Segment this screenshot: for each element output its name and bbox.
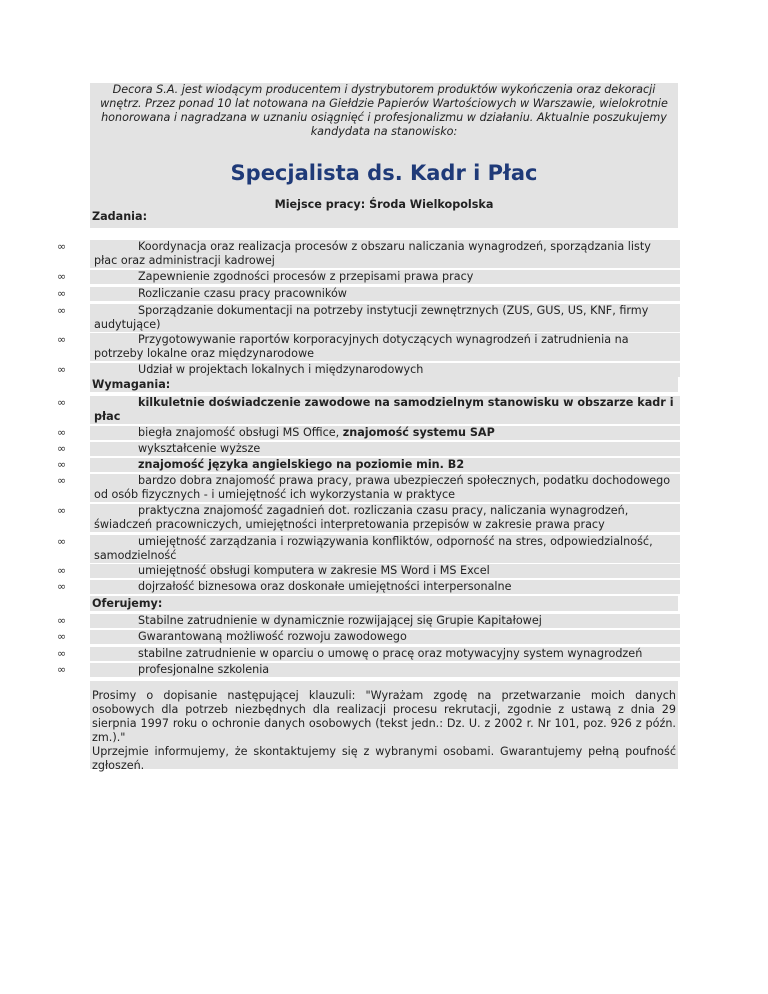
bullet-icon: ∞ — [57, 363, 67, 376]
wymaganie-text: znajomość języka angielskiego na poziomie min. B2 — [138, 458, 465, 471]
contact-notice: Uprzejmie informujemy, że skontaktujemy się z wybranymi osobami. Gwarantujemy pełną poufność zgłoszeń. — [92, 745, 676, 772]
zadanie-text: Udział w projektach lokalnych i międzynarodowych — [138, 363, 424, 376]
bullet-icon: ∞ — [57, 535, 67, 548]
wymaganie-text — [94, 426, 680, 440]
wymaganie-text: umiejętność zarządzania i rozwiązywania konfliktów, odporność na stres, odpowiedzialność, samodzielność — [94, 535, 653, 562]
oferta-text: Gwarantowaną możliwość rozwoju zawodowego — [138, 630, 407, 643]
bullet-icon: ∞ — [57, 396, 67, 409]
list-item — [0, 580, 680, 594]
bullet-icon: ∞ — [57, 426, 67, 439]
list-item — [0, 564, 680, 578]
bullet-icon: ∞ — [57, 270, 67, 283]
bullet-icon: ∞ — [57, 442, 67, 455]
list-item — [0, 458, 680, 472]
list-item — [0, 426, 680, 440]
bullet-icon: ∞ — [57, 504, 67, 517]
list-item — [0, 474, 680, 502]
bullet-icon: ∞ — [57, 474, 67, 487]
company-intro: Decora S.A. jest wiodącym producentem i dystrybutorem produktów wykończenia oraz dekoracji wnętrz. Przez ponad 10 lat notowana na Giełdzie Papierów Wartościowych w Warszawie, wielokrotnie honorowana i nagradzana w uznaniu osiągnięć i profesjonalizmu w działaniu. Aktualnie poszukujemy kandydata na stanowisko: — [100, 83, 668, 138]
wymaganie-text: umiejętność obsługi komputera w zakresie MS Word i MS Excel — [138, 564, 490, 577]
zadanie-text: Rozliczanie czasu pracy pracowników — [138, 287, 347, 300]
wymaganie-text-part: biegła znajomość obsługi MS Office, — [138, 426, 343, 439]
list-item — [0, 240, 680, 268]
bullet-icon: ∞ — [57, 663, 67, 676]
bullet-icon: ∞ — [57, 630, 67, 643]
consent-clause: Prosimy o dopisanie następującej klauzuli: "Wyrażam zgodę na przetwarzanie moich danych osobowych dla potrzeb niezbędnych dla realizacji procesu rekrutacji, zgodnie z ustawą z dnia 29 sierpnia 1997 roku o ochronie danych osobowych (tekst jedn.: Dz. U. z 2002 r. Nr 101, poz. 926 z późn. zm.)." — [92, 689, 676, 744]
bullet-icon: ∞ — [57, 458, 67, 471]
bullet-icon: ∞ — [57, 647, 67, 660]
bullet-icon: ∞ — [57, 304, 67, 317]
bullet-icon: ∞ — [57, 580, 67, 593]
zadanie-text: Sporządzanie dokumentacji na potrzeby instytucji zewnętrznych (ZUS, GUS, US, KNF, firmy audytujące) — [94, 304, 649, 331]
oferta-text: profesjonalne szkolenia — [138, 663, 270, 676]
zadanie-text: Przygotowywanie raportów korporacyjnych dotyczących wynagrodzeń i zatrudnienia na potrzeby lokalne oraz międzynarodowe — [94, 333, 629, 360]
bullet-icon: ∞ — [57, 564, 67, 577]
wymaganie-text: dojrzałość biznesowa oraz doskonałe umiejętności interpersonalne — [138, 580, 512, 593]
bullet-icon: ∞ — [57, 614, 67, 627]
wymagania-heading: Wymagania: — [90, 377, 678, 392]
zadanie-text: Koordynacja oraz realizacja procesów z obszaru naliczania wynagrodzeń, sporządzania listy płac oraz administracji kadrowej — [94, 240, 651, 267]
zadanie-text: Zapewnienie zgodności procesów z przepisami prawa pracy — [138, 270, 474, 283]
list-item — [0, 504, 680, 532]
bullet-icon: ∞ — [57, 240, 67, 253]
closing-block — [90, 681, 678, 772]
wymaganie-text: kilkuletnie doświadczenie zawodowe na samodzielnym stanowisku w obszarze kadr i płac — [94, 396, 674, 423]
oferta-text: stabilne zatrudnienie w oparciu o umowę o pracę oraz motywacyjny system wynagrodzeń — [138, 647, 643, 660]
bullet-icon: ∞ — [57, 287, 67, 300]
wymaganie-text: praktyczna znajomość zagadnień dot. rozliczania czasu pracy, naliczania wynagrodzeń, świadczeń pracowniczych, umiejętności interpretowania przepisów w zakresie prawa pracy — [94, 504, 629, 531]
zadania-heading: Zadania: — [92, 210, 148, 223]
wymaganie-text-bold: znajomość systemu SAP — [342, 426, 495, 439]
job-title: Specjalista ds. Kadr i Płac — [230, 161, 538, 185]
list-item — [0, 396, 680, 424]
work-location: Miejsce pracy: Środa Wielkopolska — [274, 198, 494, 211]
list-item — [0, 363, 680, 377]
bullet-icon: ∞ — [57, 333, 67, 346]
list-item — [0, 442, 680, 456]
wymaganie-text: wykształcenie wyższe — [138, 442, 261, 455]
wymaganie-text: bardzo dobra znajomość prawa pracy, prawa ubezpieczeń społecznych, podatku dochodowego od osób fizycznych - i umiejętność ich wykorzystania w praktyce — [94, 474, 671, 501]
list-item — [0, 535, 680, 563]
list-item — [0, 630, 680, 644]
list-item — [0, 270, 680, 284]
oferujemy-heading: Oferujemy: — [90, 596, 678, 611]
list-item — [0, 614, 680, 628]
intro-block — [90, 83, 678, 228]
list-item — [0, 304, 680, 332]
list-item — [0, 647, 680, 661]
oferta-text: Stabilne zatrudnienie w dynamicznie rozwijającej się Grupie Kapitałowej — [138, 614, 542, 627]
list-item — [0, 333, 680, 361]
list-item — [0, 663, 680, 677]
list-item — [0, 287, 680, 301]
